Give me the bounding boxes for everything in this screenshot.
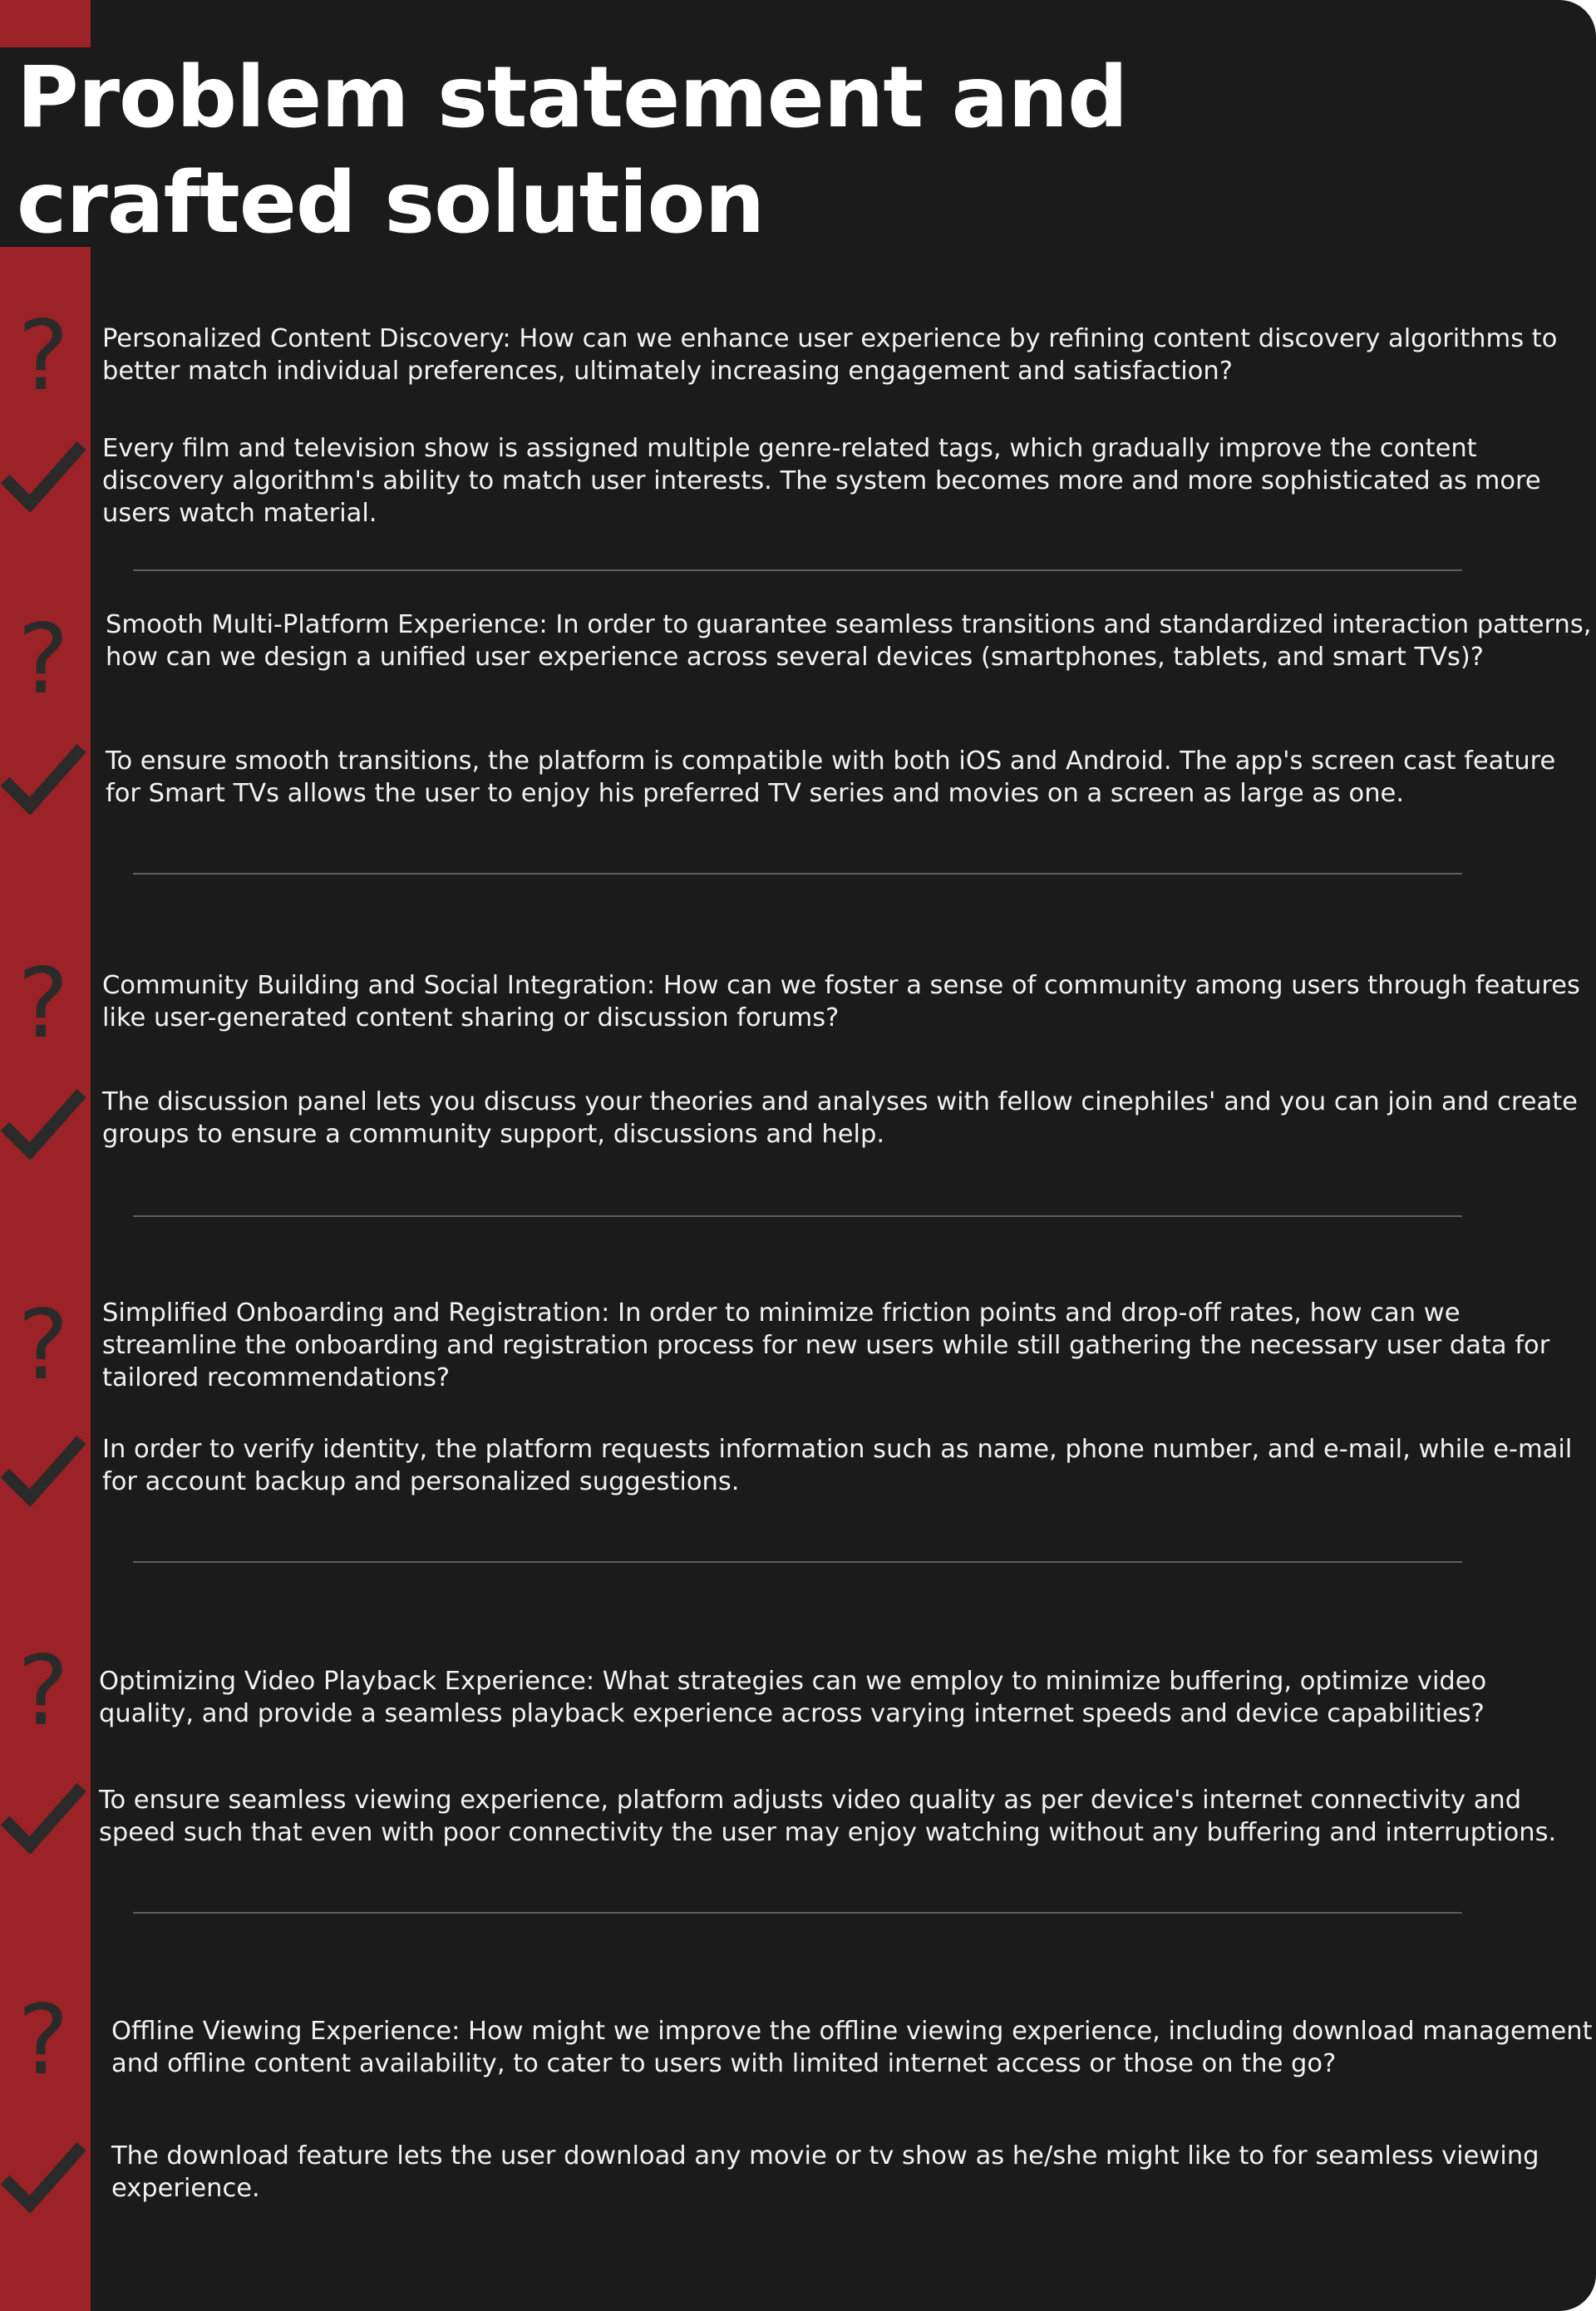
solution-statement: To ensure smooth transitions, the platform is compatible with both iOS and Android. The app's screen cast feature for Smart TVs allows the user to enjoy his preferred TV series and movies on a screen as large as one. [106, 747, 1556, 808]
page-title: Problem statement and crafted solution [17, 48, 1128, 253]
question-mark-icon: ? [17, 300, 69, 412]
question-mark-icon: ? [17, 1984, 69, 2097]
problem-statement: Simplified Onboarding and Registration: In order to minimize friction points and drop-off rates, how can we streamline the onboarding and registration process for new users while still gathering the necessary user data for tailored recommendations? [102, 1298, 1550, 1392]
checkmark-icon [0, 1431, 86, 1506]
section-divider [133, 569, 1462, 571]
problem-statement: Personalized Content Discovery: How can we enhance user experience by refining content discovery algorithms to better match individual preferences, ultimately increasing engagement and satisfaction? [102, 324, 1558, 386]
question-mark-icon: ? [17, 1635, 69, 1747]
section-divider [133, 873, 1462, 875]
checkmark-icon [0, 1779, 86, 1854]
section-divider [133, 1561, 1462, 1563]
checkmark-icon [0, 1085, 86, 1160]
problem-statement: Optimizing Video Playback Experience: What strategies can we employ to minimize buffering, optimize video quality, and provide a seamless playback experience across varying internet speeds and device capabilities? [99, 1667, 1487, 1728]
question-mark-icon: ? [17, 1289, 69, 1402]
checkmark-icon [0, 740, 86, 815]
solution-statement: The discussion panel lets you discuss your theories and analyses with fellow cinephiles' and you can join and create groups to ensure a community support, discussions and help. [102, 1087, 1578, 1149]
section-divider [133, 1215, 1462, 1217]
solution-statement: Every film and television show is assigned multiple genre-related tags, which gradually improve the content discovery algorithm's ability to match user interests. The system becomes more and more sophisticated as more users watch material. [102, 434, 1541, 528]
solution-statement: In order to verify identity, the platform requests information such as name, phone number, and e-mail, while e-mail for account backup and personalized suggestions. [102, 1435, 1573, 1496]
solution-statement: The download feature lets the user download any movie or tv show as he/she might like to for seamless viewing experience. [111, 2141, 1539, 2203]
problem-statement: Smooth Multi-Platform Experience: In order to guarantee seamless transitions and standardized interaction patterns, how can we design a unified user experience across several devices (smartphones, tablets, and smart TVs)? [106, 610, 1592, 672]
problem-statement: Community Building and Social Integration: How can we foster a sense of community among users through features like user-generated content sharing or discussion forums? [102, 971, 1580, 1032]
section-divider [133, 1912, 1462, 1914]
problem-statement: Offline Viewing Experience: How might we improve the offline viewing experience, including download management and offline content availability, to cater to users with limited internet access or those on the go? [111, 2017, 1593, 2078]
checkmark-icon [0, 2138, 86, 2213]
question-mark-icon: ? [17, 948, 69, 1060]
question-mark-icon: ? [17, 604, 69, 716]
checkmark-icon [0, 437, 86, 512]
solution-statement: To ensure seamless viewing experience, platform adjusts video quality as per device's internet connectivity and speed such that even with poor connectivity the user may enjoy watching without any buffering and interruptions. [99, 1786, 1557, 1847]
